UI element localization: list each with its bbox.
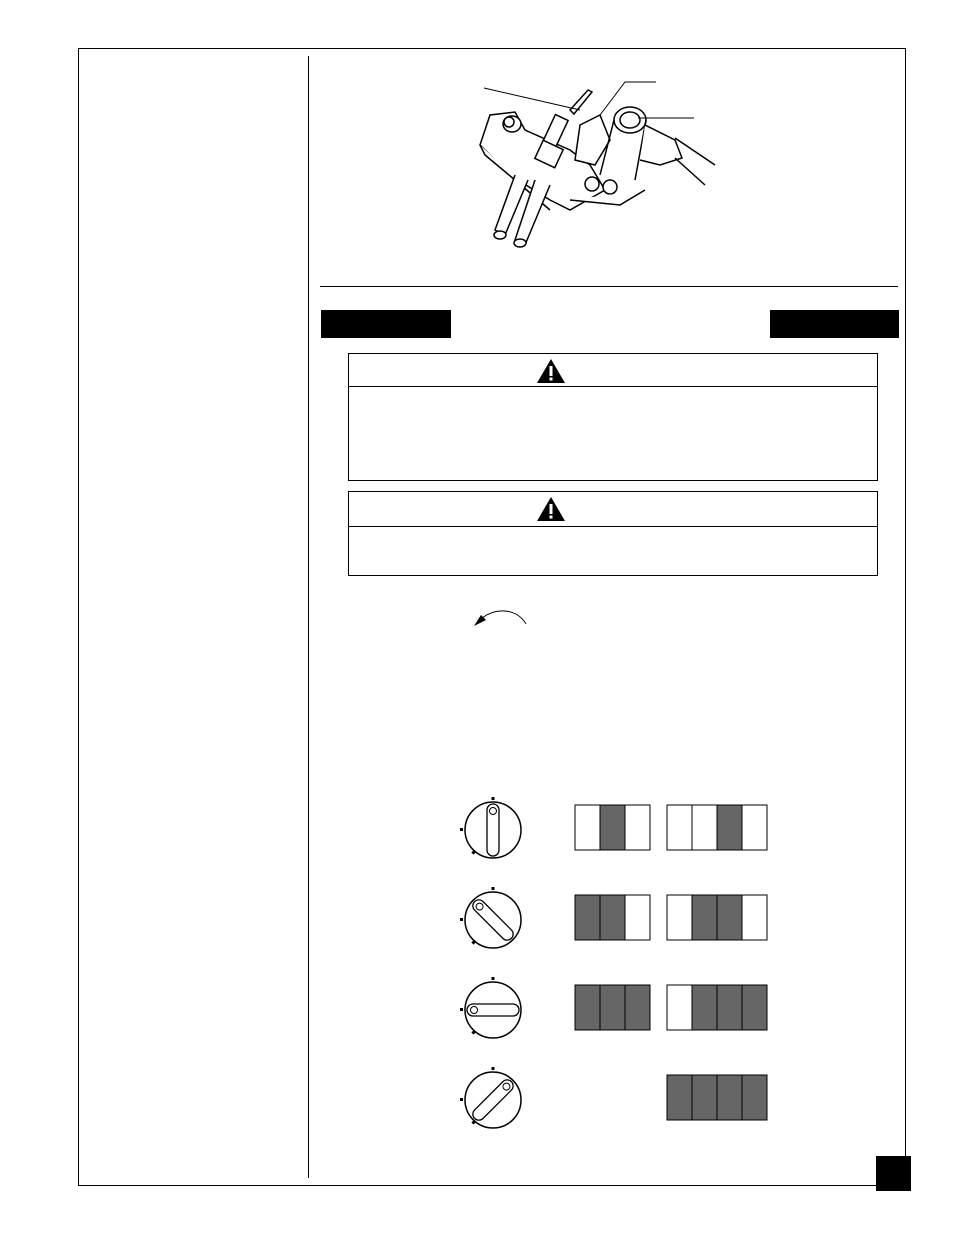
flame-bar-4-segment <box>742 985 767 1030</box>
flame-bar-4-segment <box>717 805 742 850</box>
flame-bar-4-segment <box>667 1075 692 1120</box>
flame-bar-3-segment <box>625 985 650 1030</box>
flame-bar-3-segment <box>575 805 600 850</box>
flame-bar-4-segment <box>742 895 767 940</box>
knob-tick-mark <box>460 918 463 921</box>
flame-bar-4-segment <box>692 805 717 850</box>
knob-tick-mark <box>492 1067 495 1070</box>
flame-bar-3-segment <box>625 895 650 940</box>
flame-bar-4-segment <box>717 1075 742 1120</box>
flame-bar-3-segment <box>575 895 600 940</box>
knob-handle <box>467 1004 519 1016</box>
flame-bar-3-segment <box>575 985 600 1030</box>
flame-bar-4-segment <box>692 1075 717 1120</box>
flame-bar-4-segment <box>717 895 742 940</box>
flame-bar-4-segment <box>717 985 742 1030</box>
flame-bar-4-segment <box>692 895 717 940</box>
flame-bar-4-segment <box>667 985 692 1030</box>
knob-tick-mark <box>492 977 495 980</box>
flame-bar-4-segment <box>742 1075 767 1120</box>
knob-tick-mark <box>492 887 495 890</box>
flame-bar-4-segment <box>667 895 692 940</box>
flame-bar-4-segment <box>667 805 692 850</box>
page-number-box <box>876 1156 911 1191</box>
flame-bar-3-segment <box>625 805 650 850</box>
knob-tick-mark <box>492 797 495 800</box>
knob-tick-mark <box>460 1008 463 1011</box>
flame-bar-3-segment <box>600 895 625 940</box>
knob-tick-mark <box>460 828 463 831</box>
knob-handle <box>487 804 499 856</box>
flame-bar-4-segment <box>692 985 717 1030</box>
flame-bar-3-segment <box>600 985 625 1030</box>
knob-tick-mark <box>460 1098 463 1101</box>
flame-bar-3-segment <box>600 805 625 850</box>
flame-bar-4-segment <box>742 805 767 850</box>
